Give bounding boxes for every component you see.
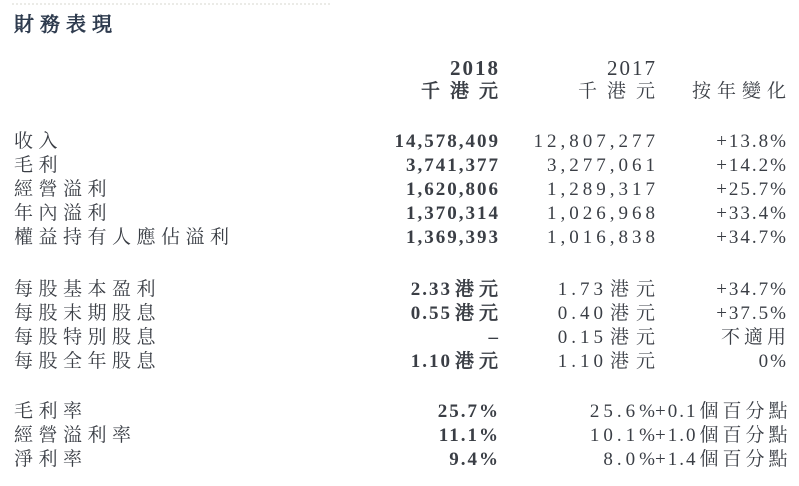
metric-label: 每股末期股息 [14, 303, 162, 324]
metric-label: 年內溢利 [14, 203, 113, 224]
value-2017: 1,289,317 [547, 179, 659, 200]
metric-label: 每股特別股息 [14, 327, 162, 348]
table-row [0, 424, 786, 448]
value-2018: 1,369,393 [406, 227, 500, 248]
spacer [0, 104, 786, 130]
spacer [0, 374, 786, 400]
col-header-2017-unit: 千港元 [577, 81, 665, 102]
value-2017: 10.1% [589, 425, 659, 446]
metric-label: 權益持有人應佔溢利 [14, 227, 235, 248]
table-row [0, 326, 786, 350]
yoy-value: +37.5% [716, 303, 788, 324]
table-row [0, 178, 786, 202]
metric-label: 每股全年股息 [14, 351, 162, 372]
header-row-year [0, 56, 786, 80]
value-2018: 25.7% [437, 401, 500, 422]
yoy-value: +33.4% [716, 203, 788, 224]
table-row [0, 278, 786, 302]
table-row [0, 448, 786, 472]
yoy-value: +14.2% [716, 155, 788, 176]
metric-label: 每股基本盈利 [14, 279, 162, 300]
yoy-value: +13.8% [716, 131, 788, 152]
cropped-text-remnant [12, 3, 330, 5]
value-2017: 1,016,838 [547, 227, 659, 248]
metric-label: 淨利率 [14, 449, 88, 470]
metric-label: 毛利率 [14, 401, 88, 422]
yoy-value: +0.1 個 百 分 點 [655, 401, 790, 422]
table-row [0, 400, 786, 424]
yoy-value: +1.0 個 百 分 點 [655, 425, 790, 446]
yoy-value: +34.7% [716, 227, 788, 248]
metric-label: 經營溢利 [14, 179, 113, 200]
value-2018: 14,578,409 [394, 131, 500, 152]
metric-label: 收入 [14, 131, 64, 152]
value-2018: 1,370,314 [406, 203, 500, 224]
yoy-value: 不 適 用 [720, 327, 788, 348]
value-2017: 1.73 港 元 [557, 279, 659, 300]
yoy-value: +1.4 個 百 分 點 [655, 449, 790, 470]
spacer [0, 250, 786, 278]
value-2017: 0.15 港 元 [557, 327, 659, 348]
header-row-unit [0, 80, 786, 104]
value-2017: 12,807,277 [533, 131, 659, 152]
financial-performance-table [0, 56, 792, 472]
col-header-2017-year: 2017 [607, 56, 657, 80]
value-2018: 0.55 港 元 [410, 303, 500, 324]
value-2017: 1.10 港 元 [557, 351, 659, 372]
value-2018: 2.33 港 元 [410, 279, 500, 300]
col-header-2018-year: 2018 [450, 56, 500, 80]
value-2018: 1,620,806 [406, 179, 500, 200]
yoy-value: 0% [758, 351, 788, 372]
table-row [0, 302, 786, 326]
value-2018: 9.4% [449, 449, 500, 470]
table-row [0, 202, 786, 226]
value-2018: 3,741,377 [406, 155, 500, 176]
yoy-value: +34.7% [716, 279, 788, 300]
col-header-yoy-change: 按年變化 [691, 81, 792, 102]
metric-label: 毛利 [14, 155, 64, 176]
yoy-value: +25.7% [716, 179, 788, 200]
col-header-2018-unit: 千港元 [420, 81, 508, 102]
value-2017: 25.6% [589, 401, 659, 422]
page-title: 財務表現 [14, 14, 118, 36]
table-row [0, 350, 786, 374]
value-2017: 3,277,061 [547, 155, 659, 176]
value-2018: 1.10 港 元 [410, 351, 500, 372]
value-2018: – [488, 327, 500, 348]
metric-label: 經營溢利率 [14, 425, 137, 446]
value-2017: 1,026,968 [547, 203, 659, 224]
table-row [0, 226, 786, 250]
value-2017: 0.40 港 元 [557, 303, 659, 324]
value-2018: 11.1% [438, 425, 500, 446]
value-2017: 8.0% [603, 449, 659, 470]
table-row [0, 130, 786, 154]
table-row [0, 154, 786, 178]
